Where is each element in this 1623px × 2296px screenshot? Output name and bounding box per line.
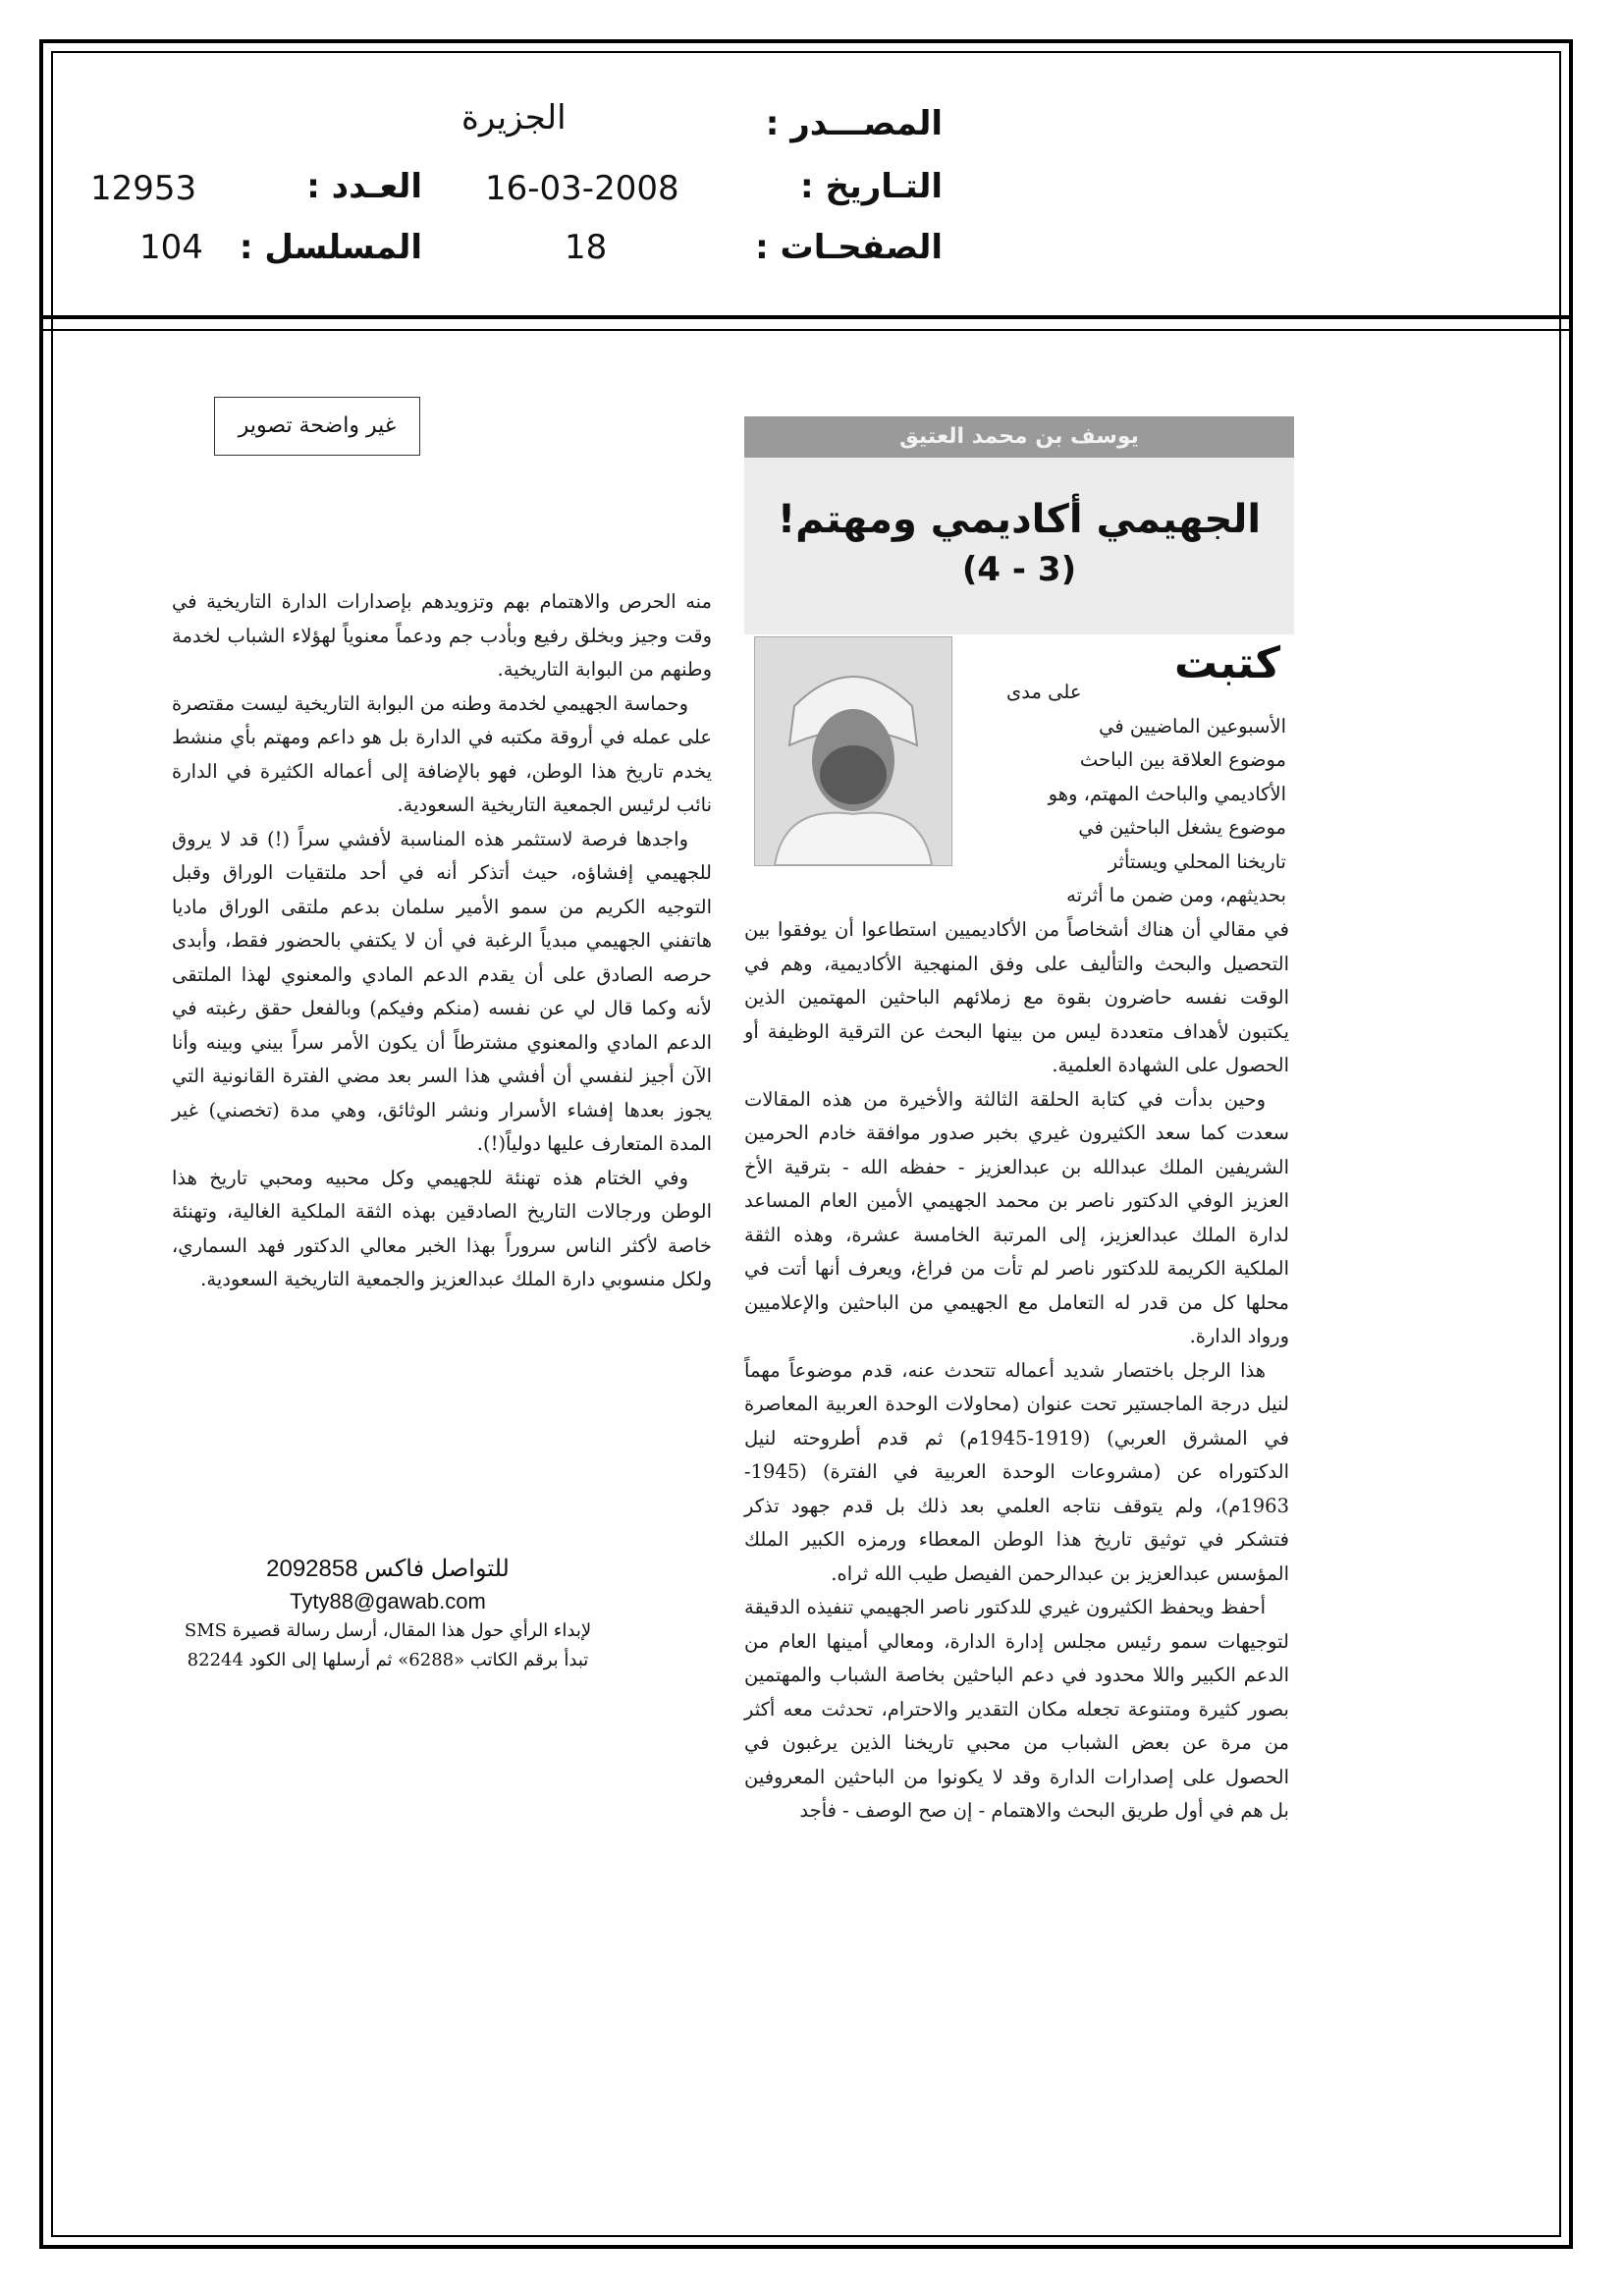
article-paragraph: هذا الرجل باختصار شديد أعماله تتحدث عنه، قدم موضوعاً مهماً لنيل درجة الماجستير تحت عنوان (محاولات الوحدة العربية المعاصرة في المشرق العربي) (1919-1945م) ثم قدم أطروحته لنيل الدكتوراه عن (مشروعات الوحدة العربية في الفترة) (1945-1963م)، ولم يتوقف نتاجه العلمي بعد ذلك بل قدم جهود تذكر فتشكر في توثيق تاريخ هذا الوطن المعطاء ورمزه الكبير الملك المؤسس عبدالعزيز بن عبدالرحمن الفيصل طيب الله ثراه. [744, 1358, 1289, 1585]
date-value: 16-03-2008 [485, 169, 679, 208]
author-photo [754, 636, 952, 866]
contact-sms-line-1: لإبداء الرأي حول هذا المقال، أرسل رسالة قصيرة SMS [184, 1620, 592, 1641]
unclear-copy-note: غير واضحة تصوير [214, 397, 420, 456]
issue-value: 12953 [90, 169, 197, 208]
lead-line: الأكاديمي والباحث المهتم، وهو [1048, 782, 1286, 805]
article-paragraph: منه الحرص والاهتمام بهم وتزويدهم بإصدارات الدارة التاريخية في وقت وجيز وبخلق رفيع وبأدب جم ودعماً معنوياً لهؤلاء الشباب لخدمة وطنهم من البوابة التاريخية. [172, 590, 712, 681]
lead-line: بحديثهم، ومن ضمن ما أثرته [1066, 884, 1286, 906]
header-divider [43, 315, 1569, 331]
pages-label: الصفحـات : [755, 228, 943, 267]
source-label: المصـــدر : [765, 104, 943, 143]
lead-text [967, 676, 1286, 913]
contact-block [172, 1552, 604, 1675]
article-paragraph: وحماسة الجهيمي لخدمة وطنه من البوابة التاريخية ليست مقتصرة على عمله في أروقة مكتبه في الدارة بل هو داعم ومهتم بأي منشط يخدم تاريخ هذا الوطن، فهو بالإضافة إلى أعماله الكثيرة في الدارة نائب لرئيس الجمعية التاريخية السعودية. [172, 691, 712, 816]
issue-label: العـدد : [306, 167, 422, 206]
article-part: (3 - 4) [961, 550, 1077, 589]
article-paragraph: في مقالي أن هناك أشخاصاً من الأكاديميين استطاعوا أن يوفقوا بين التحصيل والبحث والتأليف على وفق المنهجية الأكاديمية، وهم في الوقت نفسه حاضرون بقوة مع زملائهم الباحثين المهتمين الذين يكتبون لأهداف متعددة ليس من بينها البحث عن الترقية الوظيفة أو الحصول على الشهادة العلمية. [744, 918, 1289, 1076]
lead-line: تاريخنا المحلي ويستأثر [1108, 849, 1286, 873]
lead-line: على مدى [1006, 681, 1082, 703]
title-block [744, 458, 1294, 634]
author-photo-image [755, 637, 951, 865]
article-paragraph: واجدها فرصة لاستثمر هذه المناسبة لأفشي سراً (!) قد لا يروق للجهيمي إفشاؤه، حيث أتذكر أنه في أحد ملتقيات الوراق وقبل التوجيه الكريم من سمو الأمير سلمان بدعم ملتقى الوراق ماديا هاتفني الجهيمي مبدياً الرغبة في أن لا يكتفي بالحضور فقط، وأبدى حرصه الصادق على أن يقدم الدعم المادي والمعنوي لهذا الملتقى لأنه وكما قال لي عن نفسه (منكم وفيكم) وبالفعل حقق رغبته في الدعم المادي والمعنوي مشترطاً أن يكون الأمر سراً بيني وبينه وأنا الآن أجيز لنفسي أن أفشي هذا السر بعد مضي الفترة القانونية التي يجوز بعدها إفشاء الأسرار ونشر الوثائق، وهي مدة (تخصني) غير المدة المتعارف عليها دولياً(!). [172, 827, 712, 1155]
date-label: التـاريخ : [800, 167, 943, 206]
article-paragraph: وفي الختام هذه تهنئة للجهيمي وكل محبيه ومحبي تاريخ هذا الوطن ورجالات التاريخ الصادقين بهذه الثقة الملكية الغالية، وتهنئة خاصة لأكثر الناس سروراً بهذا الخبر معالي الدكتور فهد السماري، ولكل منسوبي دارة الملك عبدالعزيز والجمعية التاريخية السعودية. [172, 1166, 712, 1290]
kataba-label: كتبت [1173, 638, 1281, 688]
lead-line: موضوع العلاقة بين الباحث [1079, 748, 1286, 771]
serial-label: المسلسل : [239, 228, 422, 267]
article-paragraph: وحين بدأت في كتابة الحلقة الثالثة والأخيرة من هذه المقالات سعدت كما سعد الكثيرون غيري بخبر صدور موافقة خادم الحرمين الشريفين الملك عبدالله بن عبدالعزيز - حفظه الله - بترقية الأخ العزيز الوفي الدكتور ناصر بن محمد الجهيمي الأمين العام المساعد لدارة الملك عبدالعزيز، إلى المرتبة الخامسة عشرة، وهذه الثقة الملكية الكريمة للدكتور ناصر لم تأت من فراغ، ويعرف أنها أتت في محلها كل من قدر له التعامل مع الجهيمي من الباحثين والإعلاميين ورواد الدارة. [744, 1087, 1289, 1347]
author-name: يوسف بن محمد العتيق [744, 416, 1294, 458]
contact-email: Tyty88@gawab.com [290, 1589, 486, 1613]
article-paragraph: أحفظ ويحفظ الكثيرون غيري للدكتور ناصر الجهيمي تنفيذه الدقيقة لتوجيهات سمو رئيس مجلس إدارة الدارة، ومعالي أمينها العام من الدعم الكبير واللا محدود في دعم الباحثين بخاصة الشباب والمهتمين بصور كثيرة ومتنوعة تجعله مكان التقدير والاحترام، تحدثت معه أكثر من مرة عن بعض الشباب من محبي تاريخنا الذين يرغبون في الحصول على إصدارات الدارة وقد لا يكونوا من الباحثين المعروفين بل هم في أول طريق البحث والاهتمام - إن صح الوصف - فأجد [744, 1596, 1289, 1822]
lead-line: الأسبوعين الماضيين في [1099, 714, 1286, 738]
contact-sms-line-2: تبدأ برقم الكاتب «6288» ثم أرسلها إلى الكود 82244 [187, 1650, 589, 1670]
pages-value: 18 [565, 228, 608, 267]
article-left-column [172, 585, 712, 1297]
serial-value: 104 [139, 228, 203, 267]
article-right-column [744, 913, 1289, 1829]
article-title: الجهيمي أكاديمي ومهتم! [777, 497, 1262, 542]
contact-fax: للتواصل فاكس 2092858 [266, 1556, 510, 1582]
lead-line: موضوع يشغل الباحثين في [1078, 816, 1286, 839]
source-value: الجزيرة [461, 98, 567, 137]
